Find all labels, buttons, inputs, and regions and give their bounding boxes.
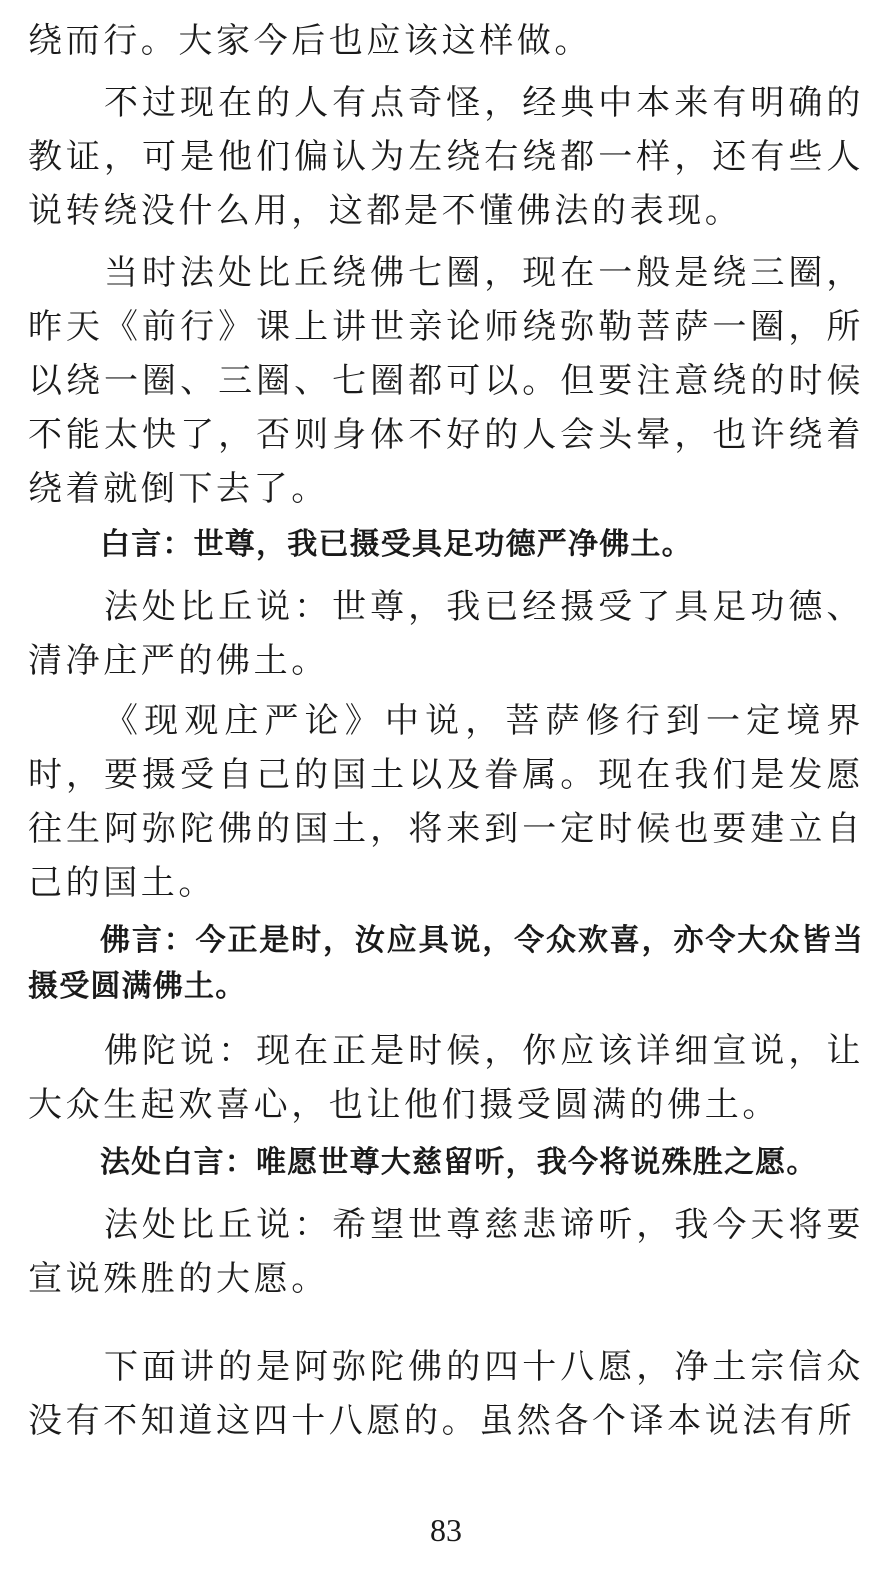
paragraph-commentary: 当时法处比丘绕佛七圈，现在一般是绕三圈，昨天《前行》课上讲世亲论师绕弥勒菩萨一圈，所以绕一圈、三圈、七圈都可以。但要注意绕的时候不能太快了，否则身体不好的人会头晕，也许绕着绕着就倒下去了。 [28, 253, 864, 509]
page-number: 83 [430, 1512, 462, 1548]
paragraph-translation: 法处比丘说：世尊，我已经摄受了具足功德、清净庄严的佛土。 [28, 587, 864, 681]
paragraph-commentary: 下面讲的是阿弥陀佛的四十八愿，净土宗信众没有不知道这四十八愿的。虽然各个译本说法有所 [28, 1347, 864, 1441]
paragraph-continuation: 绕而行。大家今后也应该这样做。 [28, 21, 592, 61]
paragraph-commentary: 不过现在的人有点奇怪，经典中本来有明确的教证，可是他们偏认为左绕右绕都一样，还有些人说转绕没什么用，这都是不懂佛法的表现。 [28, 83, 864, 231]
paragraph-translation: 佛陀说：现在正是时候，你应该详细宣说，让大众生起欢喜心，也让他们摄受圆满的佛土。 [28, 1031, 864, 1125]
sutra-quote: 法处白言：唯愿世尊大慈留听，我今将说殊胜之愿。 [100, 1145, 818, 1180]
sutra-quote: 白言：世尊，我已摄受具足功德严净佛土。 [100, 527, 693, 562]
paragraph-commentary: 《现观庄严论》中说，菩萨修行到一定境界时，要摄受自己的国土以及眷属。现在我们是发愿往生阿弥陀佛的国土，将来到一定时候也要建立自己的国土。 [28, 701, 864, 903]
paragraph-translation: 法处比丘说：希望世尊慈悲谛听，我今天将要宣说殊胜的大愿。 [28, 1205, 864, 1299]
sutra-quote: 佛言：今正是时，汝应具说，令众欢喜，亦令大众皆当摄受圆满佛土。 [28, 923, 864, 1004]
